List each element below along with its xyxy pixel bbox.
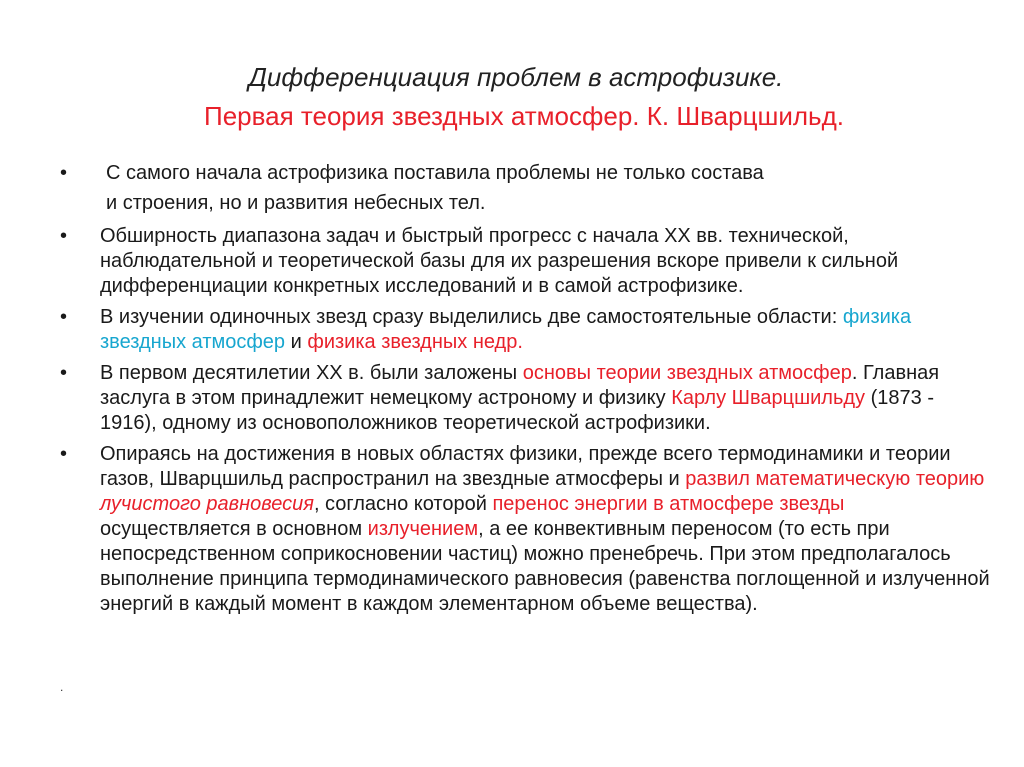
title-line-1: Дифференциация проблем в астрофизике.	[248, 62, 784, 92]
bullet-text	[100, 305, 990, 355]
bullet-item-1	[60, 158, 990, 218]
bullet-marker: •	[60, 443, 68, 465]
text-run: осуществляется в основном	[100, 518, 368, 540]
bullet-marker: •	[60, 225, 68, 247]
bullet-marker: •	[60, 306, 68, 328]
text-run: В изучении одиночных звезд сразу выделились две самостоятельные области:	[100, 306, 843, 328]
text-run: (1873 - 1916), одному из основоположников теоретической астрофизики.	[100, 387, 934, 434]
slide-title	[0, 58, 1024, 136]
bullet-item-3	[60, 305, 990, 355]
bullet-text	[100, 158, 990, 218]
bullet-list	[60, 158, 990, 623]
text-run: , а ее конвективным переносом (то есть при непосредственном соприкосновении частиц) можно пренебречь. При этом предполагалось выполнение принципа термодинамического равновесия (равенства поглощенной и излученной энергий в каждый момент в каждом элементарном объеме вещества).	[100, 518, 990, 615]
highlight-math-theory: развил математическую теорию	[685, 468, 985, 490]
highlight-theory-foundations: основы теории звездных атмосфер	[522, 362, 852, 384]
text-run: Опираясь на достижения в новых областях физики, прежде всего термодинамики и теории газов, Шварцшильд распространил на звездные атмосферы и	[100, 443, 951, 490]
title-line-2: Первая теория звездных атмосфер. К. Шварцшильд.	[204, 101, 844, 131]
highlight-stellar-interiors: физика звездных недр.	[307, 331, 523, 353]
bullet-text	[100, 361, 990, 436]
highlight-stellar-atmospheres: физика звездных атмосфер	[100, 306, 912, 353]
bullet-marker: •	[60, 362, 68, 384]
highlight-radiative-equilibrium: лучистого равновесия	[100, 493, 314, 515]
trailing-mark: .	[60, 680, 64, 694]
bullet-item-2	[60, 224, 990, 299]
bullet-marker: •	[60, 162, 68, 184]
text-run: и	[285, 331, 308, 353]
highlight-energy-transfer: перенос энергии в атмосфере звезды	[492, 493, 845, 515]
bullet-1-line-2: и строения, но и развития небесных тел.	[106, 192, 486, 214]
text-run: . Главная заслуга в этом принадлежит немецкому астроному и физику	[100, 362, 940, 409]
text-run: В первом десятилетии XX в. были заложены	[100, 362, 523, 384]
bullet-1-line-1: С самого начала астрофизика поставила проблемы не только состава	[106, 162, 764, 184]
text-run: , согласно которой	[313, 493, 493, 515]
bullet-text	[100, 442, 990, 617]
bullet-item-5	[60, 442, 990, 617]
highlight-schwarzschild: Карлу Шварцшильду	[671, 387, 866, 409]
bullet-text: Обширность диапазона задач и быстрый прогресс с начала XX вв. технической, наблюдательной и теоретической базы для их разрешения вскоре привели к сильной дифференциации конкретных исследований и в самой астрофизике.	[100, 225, 899, 297]
bullet-item-4	[60, 361, 990, 436]
highlight-radiation: излучением	[367, 518, 479, 540]
